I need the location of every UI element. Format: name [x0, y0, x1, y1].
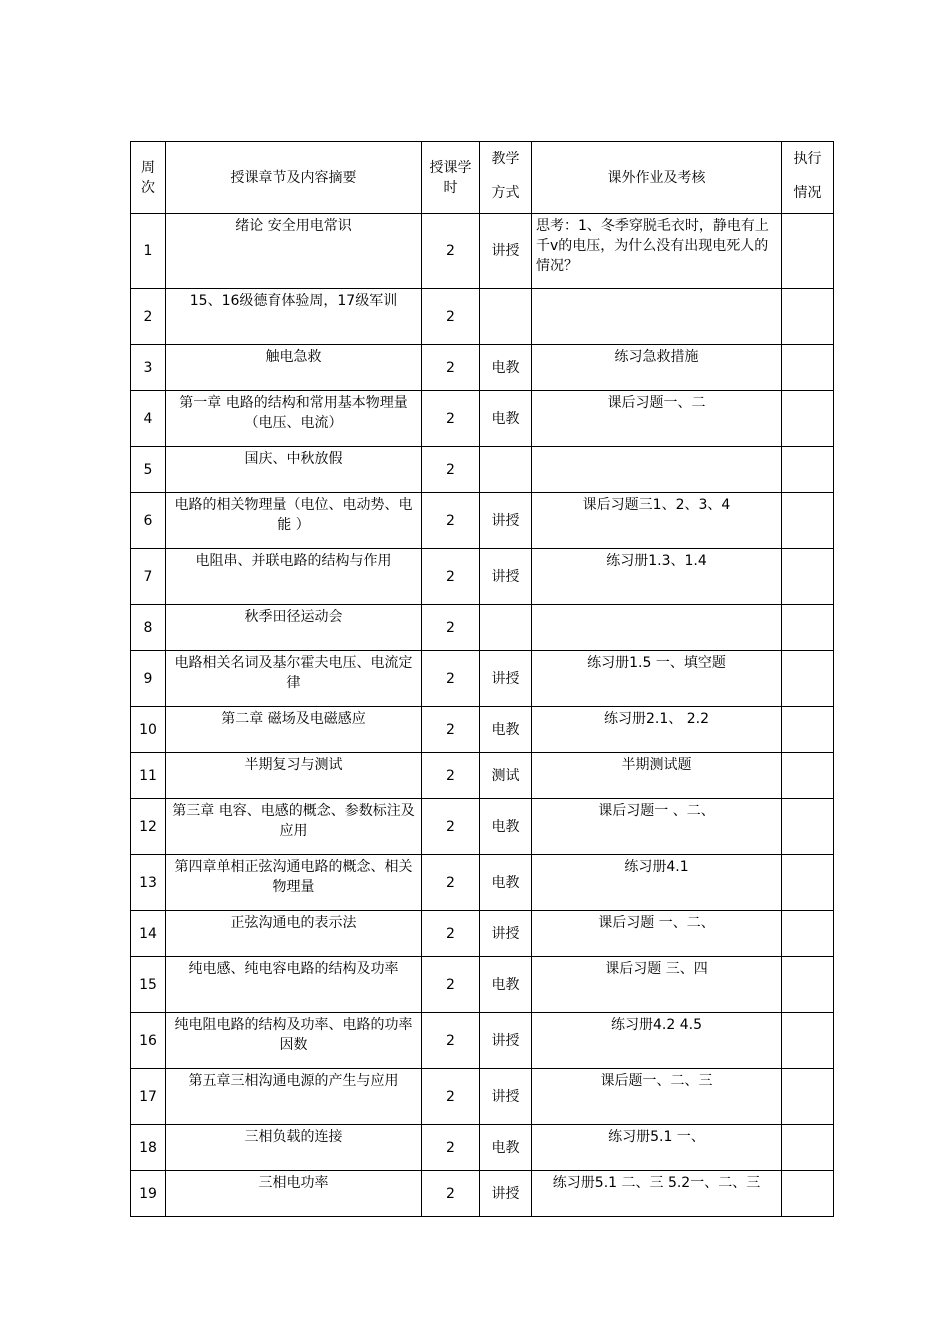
week-cell: 19 [131, 1171, 166, 1217]
hours-cell: 2 [422, 493, 480, 549]
homework-cell [532, 447, 782, 493]
topic-cell: 电阻串、并联电路的结构与作用 [166, 549, 422, 605]
topic-cell: 第一章 电路的结构和常用基本物理量（电压、电流） [166, 391, 422, 447]
homework-cell: 练习册5.1 一、 [532, 1125, 782, 1171]
week-cell: 16 [131, 1013, 166, 1069]
method-cell: 讲授 [480, 214, 532, 289]
method-cell: 讲授 [480, 911, 532, 957]
header-hours: 授课学时 [422, 142, 480, 214]
execution-status-cell [782, 447, 834, 493]
header-week: 周次 [131, 142, 166, 214]
topic-cell: 第三章 电容、电感的概念、参数标注及应用 [166, 799, 422, 855]
topic-cell: 秋季田径运动会 [166, 605, 422, 651]
week-cell: 7 [131, 549, 166, 605]
topic-cell: 纯电感、纯电容电路的结构及功率 [166, 957, 422, 1013]
execution-status-cell [782, 855, 834, 911]
topic-cell: 半期复习与测试 [166, 753, 422, 799]
week-cell: 12 [131, 799, 166, 855]
hours-cell: 2 [422, 549, 480, 605]
hours-cell: 2 [422, 799, 480, 855]
method-cell: 讲授 [480, 549, 532, 605]
header-homework: 课外作业及考核 [532, 142, 782, 214]
topic-cell: 第五章三相沟通电源的产生与应用 [166, 1069, 422, 1125]
topic-cell: 第二章 磁场及电磁感应 [166, 707, 422, 753]
hours-cell: 2 [422, 957, 480, 1013]
homework-cell: 课后题一、二、三 [532, 1069, 782, 1125]
hours-cell: 2 [422, 345, 480, 391]
teaching-schedule-table [130, 141, 834, 1217]
table-row [131, 1069, 834, 1125]
table-row [131, 651, 834, 707]
table-row [131, 799, 834, 855]
header-exec-line1: 执行 [793, 151, 822, 167]
execution-status-cell [782, 345, 834, 391]
method-cell: 电教 [480, 855, 532, 911]
week-cell: 3 [131, 345, 166, 391]
method-cell [480, 605, 532, 651]
topic-cell: 国庆、中秋放假 [166, 447, 422, 493]
table-row [131, 289, 834, 345]
table-row [131, 447, 834, 493]
week-cell: 8 [131, 605, 166, 651]
hours-cell: 2 [422, 753, 480, 799]
table-row [131, 549, 834, 605]
topic-cell: 触电急救 [166, 345, 422, 391]
homework-cell: 练习册4.1 [532, 855, 782, 911]
topic-cell: 绪论 安全用电常识 [166, 214, 422, 289]
homework-cell: 思考：1、冬季穿脱毛衣时，静电有上千v的电压，为什么没有出现电死人的情况？ [532, 214, 782, 289]
method-cell [480, 289, 532, 345]
table-row [131, 605, 834, 651]
header-topic: 授课章节及内容摘要 [166, 142, 422, 214]
execution-status-cell [782, 214, 834, 289]
hours-cell: 2 [422, 707, 480, 753]
header-execution [782, 142, 834, 214]
week-cell: 10 [131, 707, 166, 753]
homework-cell: 课后习题三1、2、3、4 [532, 493, 782, 549]
table-row [131, 391, 834, 447]
topic-cell: 正弦沟通电的表示法 [166, 911, 422, 957]
method-cell [480, 447, 532, 493]
week-cell: 17 [131, 1069, 166, 1125]
execution-status-cell [782, 911, 834, 957]
header-method-line2: 方式 [491, 185, 520, 201]
execution-status-cell [782, 799, 834, 855]
hours-cell: 2 [422, 214, 480, 289]
table-row [131, 957, 834, 1013]
execution-status-cell [782, 493, 834, 549]
table-row [131, 345, 834, 391]
homework-cell: 练习册1.3、1.4 [532, 549, 782, 605]
homework-cell: 课后习题 一、二、 [532, 911, 782, 957]
table-body [131, 214, 834, 1217]
week-cell: 15 [131, 957, 166, 1013]
table-row [131, 214, 834, 289]
execution-status-cell [782, 957, 834, 1013]
execution-status-cell [782, 549, 834, 605]
topic-cell: 电路相关名词及基尔霍夫电压、电流定律 [166, 651, 422, 707]
homework-cell [532, 605, 782, 651]
method-cell: 电教 [480, 1125, 532, 1171]
topic-cell: 三相电功率 [166, 1171, 422, 1217]
hours-cell: 2 [422, 1069, 480, 1125]
week-cell: 18 [131, 1125, 166, 1171]
table-row [131, 1013, 834, 1069]
method-cell: 电教 [480, 345, 532, 391]
table-row [131, 911, 834, 957]
homework-cell: 课后习题 三、四 [532, 957, 782, 1013]
method-cell: 讲授 [480, 493, 532, 549]
week-cell: 9 [131, 651, 166, 707]
homework-cell: 练习册5.1 二、三 5.2一、二、三 [532, 1171, 782, 1217]
execution-status-cell [782, 651, 834, 707]
method-cell: 电教 [480, 957, 532, 1013]
header-method-line1: 教学 [491, 151, 520, 167]
table-row [131, 855, 834, 911]
hours-cell: 2 [422, 289, 480, 345]
week-cell: 14 [131, 911, 166, 957]
hours-cell: 2 [422, 911, 480, 957]
table-row [131, 753, 834, 799]
homework-cell: 练习册2.1、 2.2 [532, 707, 782, 753]
table-row [131, 707, 834, 753]
table-header [131, 142, 834, 214]
week-cell: 4 [131, 391, 166, 447]
header-exec-line2: 情况 [793, 185, 822, 201]
method-cell: 讲授 [480, 651, 532, 707]
week-cell: 13 [131, 855, 166, 911]
homework-cell: 半期测试题 [532, 753, 782, 799]
topic-cell: 三相负载的连接 [166, 1125, 422, 1171]
homework-cell [532, 289, 782, 345]
week-cell: 2 [131, 289, 166, 345]
hours-cell: 2 [422, 1125, 480, 1171]
week-cell: 11 [131, 753, 166, 799]
table-row [131, 1125, 834, 1171]
method-cell: 电教 [480, 391, 532, 447]
method-cell: 测试 [480, 753, 532, 799]
homework-cell: 练习册4.2 4.5 [532, 1013, 782, 1069]
week-cell: 5 [131, 447, 166, 493]
hours-cell: 2 [422, 1013, 480, 1069]
topic-cell: 15、16级德育体验周，17级军训 [166, 289, 422, 345]
method-cell: 电教 [480, 707, 532, 753]
hours-cell: 2 [422, 651, 480, 707]
hours-cell: 2 [422, 605, 480, 651]
execution-status-cell [782, 391, 834, 447]
topic-cell: 电路的相关物理量（电位、电动势、电能 ） [166, 493, 422, 549]
hours-cell: 2 [422, 391, 480, 447]
hours-cell: 2 [422, 447, 480, 493]
execution-status-cell [782, 1171, 834, 1217]
method-cell: 讲授 [480, 1069, 532, 1125]
week-cell: 1 [131, 214, 166, 289]
hours-cell: 2 [422, 855, 480, 911]
method-cell: 讲授 [480, 1171, 532, 1217]
execution-status-cell [782, 605, 834, 651]
week-cell: 6 [131, 493, 166, 549]
topic-cell: 第四章单相正弦沟通电路的概念、相关物理量 [166, 855, 422, 911]
topic-cell: 纯电阻电路的结构及功率、电路的功率因数 [166, 1013, 422, 1069]
homework-cell: 课后习题一、二 [532, 391, 782, 447]
homework-cell: 课后习题一 、二、 [532, 799, 782, 855]
method-cell: 电教 [480, 799, 532, 855]
method-cell: 讲授 [480, 1013, 532, 1069]
table-row [131, 493, 834, 549]
execution-status-cell [782, 707, 834, 753]
hours-cell: 2 [422, 1171, 480, 1217]
execution-status-cell [782, 1069, 834, 1125]
execution-status-cell [782, 289, 834, 345]
table-row [131, 1171, 834, 1217]
homework-cell: 练习急救措施 [532, 345, 782, 391]
execution-status-cell [782, 753, 834, 799]
execution-status-cell [782, 1013, 834, 1069]
header-method [480, 142, 532, 214]
execution-status-cell [782, 1125, 834, 1171]
homework-cell: 练习册1.5 一、填空题 [532, 651, 782, 707]
